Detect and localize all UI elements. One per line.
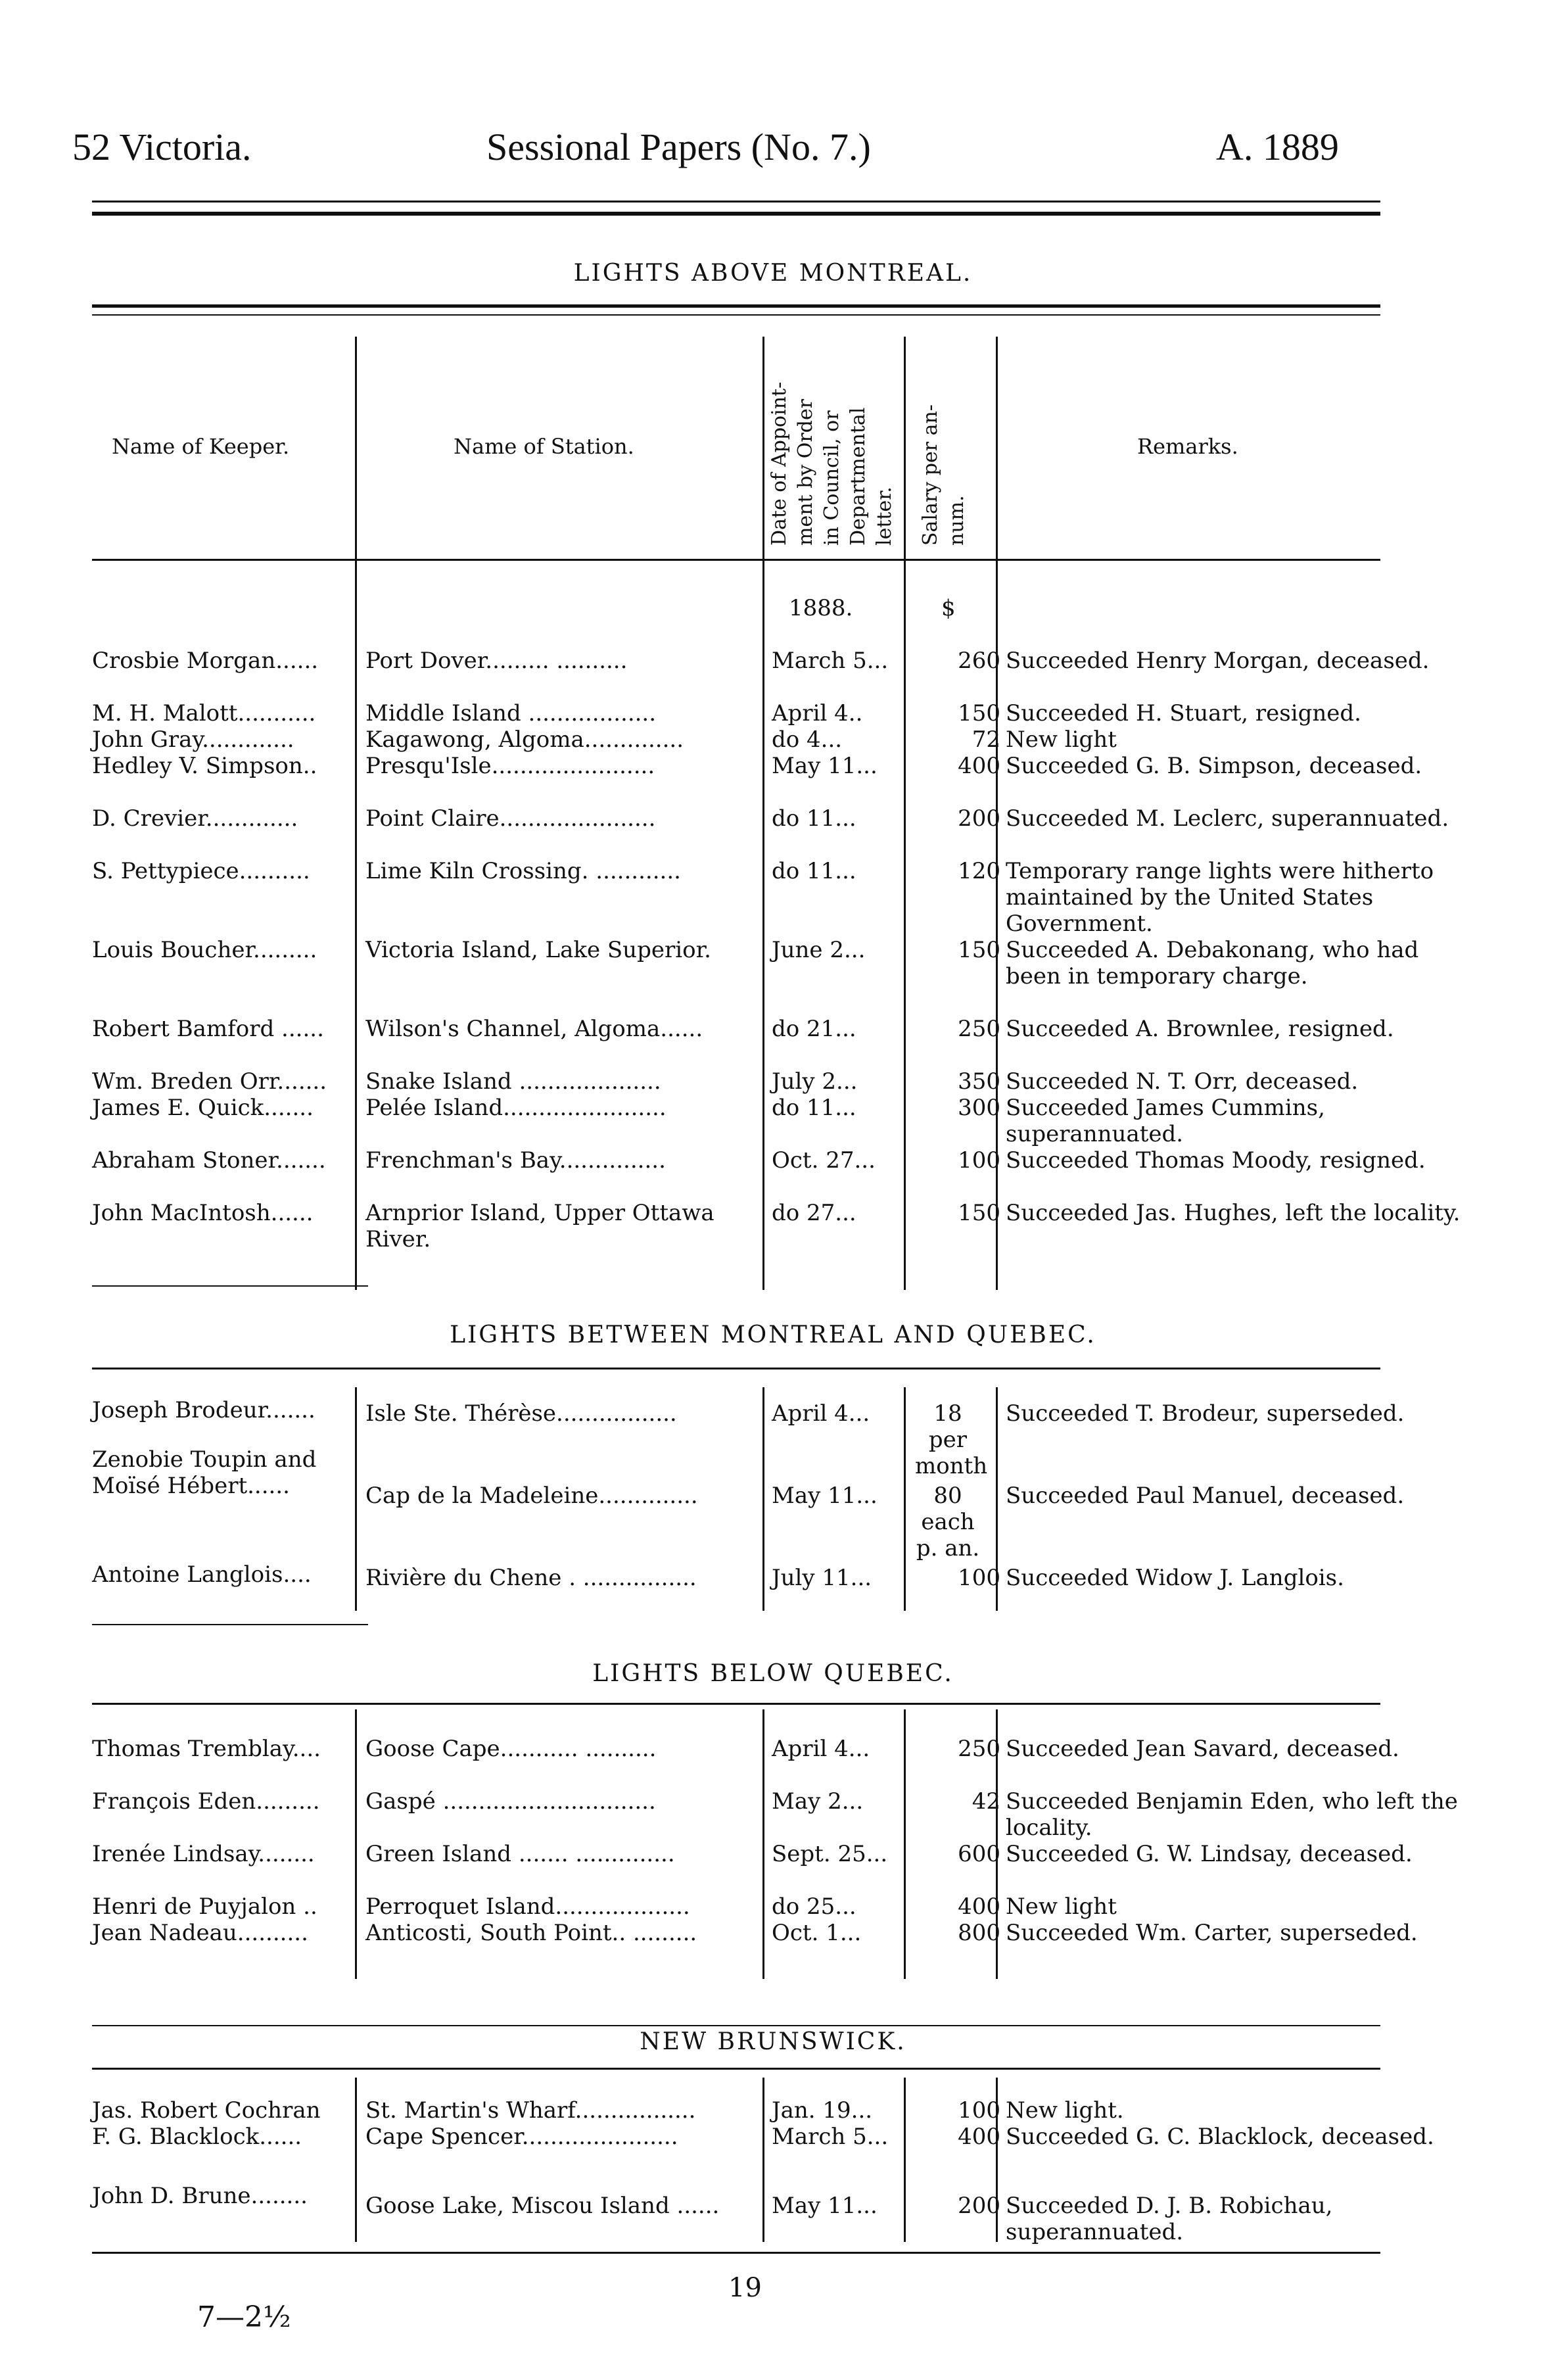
- column-divider: [355, 1387, 357, 1611]
- remarks: Temporary range lights were hitherto maintained by the United States Government.: [1006, 858, 1434, 937]
- appointment-date: May 11...: [772, 1483, 878, 1509]
- salary: 260: [958, 648, 1000, 674]
- column-divider: [762, 2078, 764, 2242]
- appointment-date: do 11...: [772, 858, 856, 884]
- station-name: Goose Lake, Miscou Island ......: [365, 2193, 720, 2219]
- appointment-date: June 2...: [772, 937, 866, 963]
- keeper-name: John D. Brune........: [92, 2183, 308, 2209]
- column-divider: [762, 337, 764, 1290]
- remarks: Succeeded Widow J. Langlois.: [1006, 1565, 1344, 1591]
- column-header-station: Name of Station.: [454, 434, 634, 459]
- remarks: Succeeded Thomas Moody, resigned.: [1006, 1147, 1426, 1174]
- section-title: LIGHTS ABOVE MONTREAL.: [573, 260, 973, 287]
- signature-mark: 7—2½: [197, 2300, 291, 2334]
- appointment-date: May 2...: [772, 1788, 864, 1815]
- salary: 250: [958, 1736, 1000, 1762]
- keeper-name: Henri de Puyjalon ..: [92, 1893, 317, 1920]
- remarks: Succeeded M. Leclerc, superannuated.: [1006, 805, 1449, 832]
- keeper-name: Wm. Breden Orr.......: [92, 1068, 327, 1095]
- keeper-name: M. H. Malott...........: [92, 700, 316, 726]
- keeper-name: D. Crevier.............: [92, 805, 298, 832]
- page-number: 19: [728, 2273, 762, 2303]
- salary: 72: [972, 726, 1000, 753]
- station-name: Presqu'Isle.......................: [365, 753, 655, 779]
- section-rule: [92, 2025, 1380, 2026]
- station-name: St. Martin's Wharf.................: [365, 2097, 696, 2124]
- remarks: Succeeded H. Stuart, resigned.: [1006, 700, 1361, 726]
- table-bottom-rule: [92, 2252, 1380, 2254]
- section-rule-thin: [92, 314, 1380, 316]
- keeper-name: Abraham Stoner.......: [92, 1147, 326, 1174]
- station-name: Victoria Island, Lake Superior.: [365, 937, 711, 963]
- appointment-date: May 11...: [772, 753, 878, 779]
- remarks: Succeeded James Cummins, superannuated.: [1006, 1095, 1325, 1147]
- keeper-name: Jas. Robert Cochran: [92, 2097, 321, 2124]
- salary: 80 each p. an.: [916, 1483, 980, 1561]
- remarks: Succeeded G. B. Simpson, deceased.: [1006, 753, 1422, 779]
- keeper-name: S. Pettypiece..........: [92, 858, 310, 884]
- appointment-date: do 27...: [772, 1200, 856, 1226]
- remarks: Succeeded D. J. B. Robichau, superannuated.: [1006, 2193, 1333, 2245]
- section-end-rule: [92, 1624, 368, 1625]
- keeper-name: Joseph Brodeur.......: [92, 1397, 316, 1423]
- remarks: Succeeded Henry Morgan, deceased.: [1006, 648, 1430, 674]
- remarks: Succeeded Jas. Hughes, left the locality.: [1006, 1200, 1461, 1226]
- remarks: Succeeded Wm. Carter, superseded.: [1006, 1920, 1418, 1946]
- year-label: 1888.: [789, 595, 853, 621]
- station-name: Frenchman's Bay...............: [365, 1147, 666, 1174]
- section-end-rule: [92, 1285, 368, 1287]
- keeper-name: Jean Nadeau..........: [92, 1920, 308, 1946]
- station-name: Cape Spencer......................: [365, 2124, 678, 2150]
- keeper-name: Antoine Langlois....: [92, 1561, 312, 1588]
- appointment-date: April 4..: [772, 700, 863, 726]
- date-header-line: in Council, or: [820, 410, 843, 546]
- header-left: 52 Victoria.: [72, 126, 252, 168]
- header-rule-top: [92, 201, 1380, 202]
- keeper-name: F. G. Blacklock......: [92, 2124, 302, 2150]
- column-divider: [355, 1709, 357, 1979]
- section-rule: [92, 2068, 1380, 2070]
- salary: 150: [958, 937, 1000, 963]
- column-divider: [762, 1709, 764, 1979]
- salary: 18 per month: [915, 1400, 988, 1479]
- station-name: Cap de la Madeleine..............: [365, 1483, 698, 1509]
- appointment-date: May 11...: [772, 2193, 878, 2219]
- section-rule: [92, 1368, 1380, 1369]
- appointment-date: Sept. 25...: [772, 1841, 888, 1867]
- salary: 200: [958, 2193, 1000, 2219]
- station-name: Port Dover......... ..........: [365, 648, 628, 674]
- salary: 400: [958, 1893, 1000, 1920]
- appointment-date: April 4...: [772, 1400, 870, 1427]
- remarks: New light: [1006, 726, 1117, 753]
- station-name: Anticosti, South Point.. .........: [365, 1920, 697, 1946]
- salary: 120: [958, 858, 1000, 884]
- header-right: A. 1889: [1216, 126, 1339, 168]
- station-name: Goose Cape........... ..........: [365, 1736, 657, 1762]
- keeper-name: James E. Quick.......: [92, 1095, 314, 1121]
- keeper-name: Crosbie Morgan......: [92, 648, 319, 674]
- appointment-date: do 25...: [772, 1893, 856, 1920]
- column-header-keeper: Name of Keeper.: [112, 434, 290, 459]
- column-header-remarks: Remarks.: [1137, 434, 1238, 459]
- appointment-date: Jan. 19...: [772, 2097, 873, 2124]
- column-divider: [904, 2078, 906, 2242]
- station-name: Pelée Island.......................: [365, 1095, 667, 1121]
- salary-header-line: num.: [945, 495, 968, 546]
- header-center: Sessional Papers (No. 7.): [486, 126, 871, 168]
- station-name: Lime Kiln Crossing. ............: [365, 858, 681, 884]
- date-header-line: Date of Appoint-: [768, 381, 791, 546]
- section-rule: [92, 1703, 1380, 1705]
- keeper-name: Zenobie Toupin and Moïsé Hébert......: [92, 1446, 317, 1499]
- appointment-date: July 11...: [772, 1565, 872, 1591]
- section-title: NEW BRUNSWICK.: [640, 2028, 906, 2055]
- keeper-name: Thomas Tremblay....: [92, 1736, 321, 1762]
- station-name: Isle Ste. Thérèse.................: [365, 1400, 677, 1427]
- remarks: Succeeded Paul Manuel, deceased.: [1006, 1483, 1405, 1509]
- salary: 150: [958, 700, 1000, 726]
- remarks: Succeeded Jean Savard, deceased.: [1006, 1736, 1399, 1762]
- section-title: LIGHTS BETWEEN MONTREAL AND QUEBEC.: [450, 1321, 1096, 1348]
- keeper-name: Louis Boucher.........: [92, 937, 317, 963]
- appointment-date: July 2...: [772, 1068, 858, 1095]
- remarks: Succeeded T. Brodeur, superseded.: [1006, 1400, 1405, 1427]
- keeper-name: John MacIntosh......: [92, 1200, 314, 1226]
- station-name: Rivière du Chene . ................: [365, 1565, 697, 1591]
- remarks: Succeeded G. C. Blacklock, deceased.: [1006, 2124, 1434, 2150]
- keeper-name: Irenée Lindsay........: [92, 1841, 315, 1867]
- salary: 600: [958, 1841, 1000, 1867]
- date-header-line: Departmental: [847, 407, 870, 546]
- salary: 350: [958, 1068, 1000, 1095]
- column-divider: [904, 1387, 906, 1611]
- remarks: Succeeded A. Brownlee, resigned.: [1006, 1016, 1394, 1042]
- appointment-date: March 5...: [772, 648, 889, 674]
- appointment-date: do 11...: [772, 1095, 856, 1121]
- appointment-date: Oct. 27...: [772, 1147, 876, 1174]
- remarks: Succeeded N. T. Orr, deceased.: [1006, 1068, 1359, 1095]
- salary: 100: [958, 1565, 1000, 1591]
- remarks: Succeeded A. Debakonang, who had been in temporary charge.: [1006, 937, 1419, 989]
- salary: 800: [958, 1920, 1000, 1946]
- salary: 300: [958, 1095, 1000, 1121]
- column-divider: [355, 2078, 357, 2242]
- station-name: Middle Island ..................: [365, 700, 657, 726]
- column-header-rule: [92, 559, 1380, 561]
- station-name: Snake Island ....................: [365, 1068, 661, 1095]
- currency-label: $: [941, 595, 956, 621]
- keeper-name: François Eden.........: [92, 1788, 320, 1815]
- appointment-date: Oct. 1...: [772, 1920, 862, 1946]
- station-name: Arnprior Island, Upper Ottawa River.: [365, 1200, 714, 1252]
- column-divider: [904, 337, 906, 1290]
- salary: 42: [972, 1788, 1000, 1815]
- salary: 100: [958, 2097, 1000, 2124]
- remarks: New light: [1006, 1893, 1117, 1920]
- column-divider: [904, 1709, 906, 1979]
- keeper-name: John Gray.............: [92, 726, 294, 753]
- section-rule: [92, 304, 1380, 308]
- header-rule-bottom: [92, 212, 1380, 216]
- column-divider: [762, 1387, 764, 1611]
- remarks: Succeeded Benjamin Eden, who left the locality.: [1006, 1788, 1458, 1841]
- salary: 200: [958, 805, 1000, 832]
- salary: 150: [958, 1200, 1000, 1226]
- salary-header-line: Salary per an-: [919, 404, 942, 546]
- date-header-line: letter.: [873, 487, 896, 546]
- salary: 100: [958, 1147, 1000, 1174]
- appointment-date: do 11...: [772, 805, 856, 832]
- keeper-name: Robert Bamford ......: [92, 1016, 324, 1042]
- station-name: Kagawong, Algoma..............: [365, 726, 684, 753]
- salary: 400: [958, 2124, 1000, 2150]
- column-divider: [355, 337, 357, 1290]
- remarks: Succeeded G. W. Lindsay, deceased.: [1006, 1841, 1413, 1867]
- station-name: Wilson's Channel, Algoma......: [365, 1016, 703, 1042]
- appointment-date: do 21...: [772, 1016, 856, 1042]
- station-name: Perroquet Island...................: [365, 1893, 690, 1920]
- date-header-line: ment by Order: [794, 398, 817, 546]
- appointment-date: April 4...: [772, 1736, 870, 1762]
- section-title: LIGHTS BELOW QUEBEC.: [592, 1660, 954, 1687]
- station-name: Gaspé ..............................: [365, 1788, 656, 1815]
- station-name: Green Island ....... ..............: [365, 1841, 675, 1867]
- appointment-date: do 4...: [772, 726, 843, 753]
- appointment-date: March 5...: [772, 2124, 889, 2150]
- keeper-name: Hedley V. Simpson..: [92, 753, 317, 779]
- remarks: New light.: [1006, 2097, 1124, 2124]
- station-name: Point Claire......................: [365, 805, 656, 832]
- salary: 400: [958, 753, 1000, 779]
- salary: 250: [958, 1016, 1000, 1042]
